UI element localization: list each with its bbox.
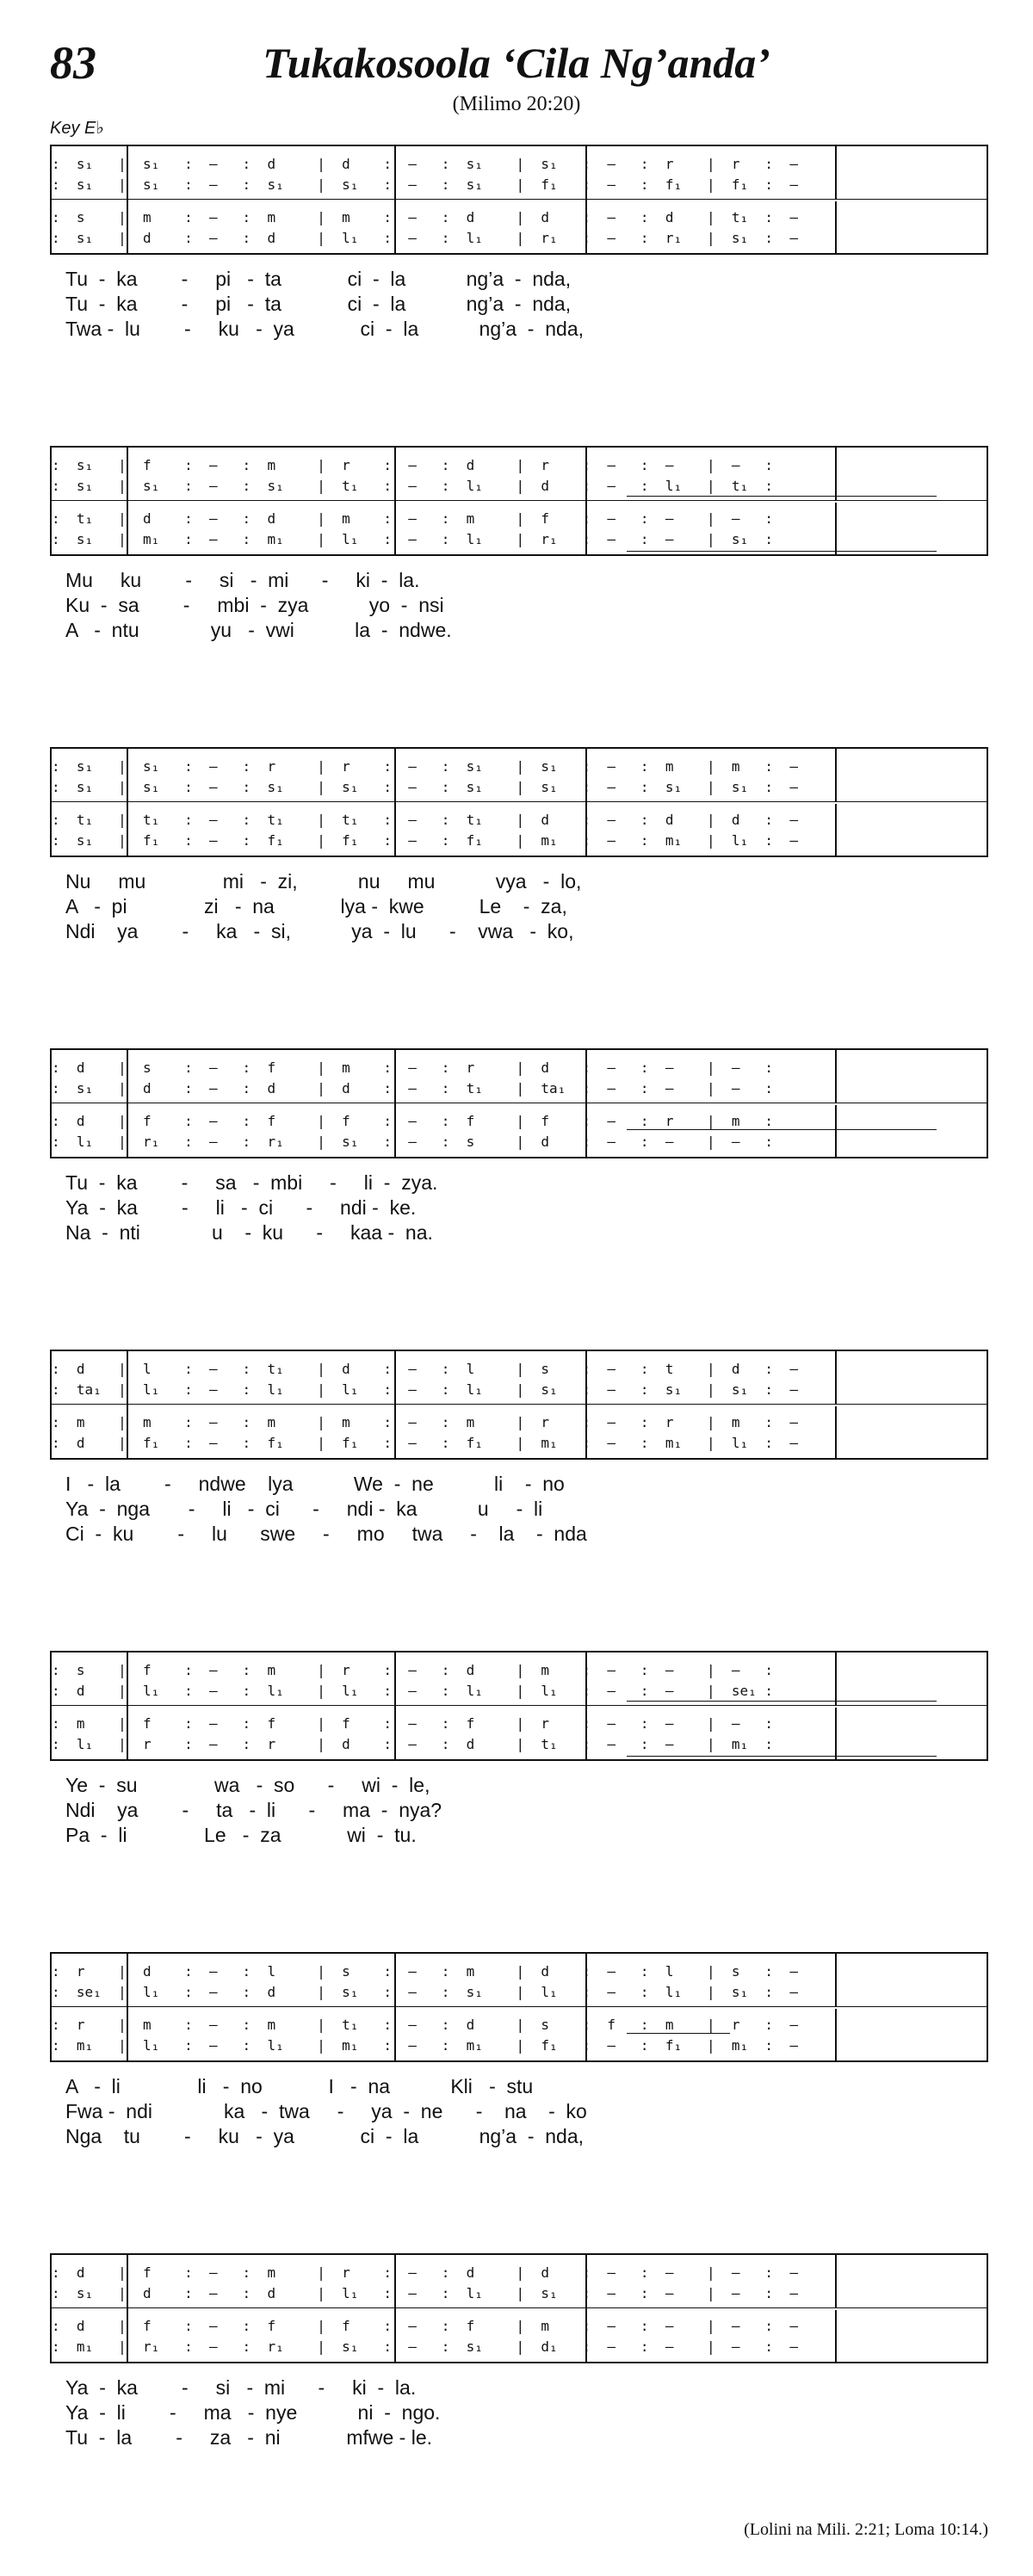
part-divider: [52, 1404, 987, 1405]
lyrics-block: [65, 2074, 978, 2149]
lyrics-block: [65, 869, 978, 944]
lyrics-block: [65, 2375, 978, 2450]
bass-part: : m₁ | l₁ : — : l₁ | m₁ : — : m₁ | f₁ : — : f₁ | m₁ : —: [52, 2037, 798, 2054]
lyric-line: Ndi ya - ta - li - ma - nya?: [65, 1799, 442, 1821]
bass-part: : m₁ | r₁ : — : r₁ | s₁ : — : s₁ | d₁ : — : — | — : —: [52, 2338, 798, 2355]
staff-box: [50, 747, 988, 857]
alto-part: : ta₁ | l₁ : — : l₁ | l₁ : — : l₁ | s₁ : — : s₁ | s₁ : —: [52, 1381, 798, 1398]
bass-part: : l₁ | r₁ : — : r₁ | s₁ : — : s | d : — : — | — :: [52, 1134, 774, 1150]
alto-part: : s₁ | s₁ : — : s₁ | s₁ : — : s₁ | s₁ : — : s₁ | s₁ : —: [52, 779, 798, 795]
soprano-part: : s₁ | f : — : m | r : — : d | r : — : — | — :: [52, 457, 774, 473]
soprano-part: : d | f : — : m | r : — : d | d : — : — | — : —: [52, 2264, 798, 2281]
tenor-part: : m | m : — : m | m : — : m | r : — : r | m : —: [52, 1414, 798, 1430]
staff-box: [50, 145, 988, 255]
soprano-part: : s₁ | s₁ : — : r | r : — : s₁ | s₁ : — : m | m : —: [52, 758, 798, 775]
tenor-part: : t₁ | t₁ : — : t₁ | t₁ : — : t₁ | d : — : d | d : —: [52, 812, 798, 828]
lyric-line: Na - nti u - ku - kaa - na.: [65, 1221, 433, 1244]
part-divider: [52, 801, 987, 802]
lyric-line: Tu - ka - sa - mbi - li - zya.: [65, 1171, 438, 1194]
song-number: 83: [50, 37, 96, 89]
lyric-line: Ya - ka - li - ci - ndi - ke.: [65, 1196, 417, 1219]
soprano-part: : r | d : — : l | s : — : m | d : — : l | s : —: [52, 1963, 798, 1980]
bass-part: : s₁ | f₁ : — : f₁ | f₁ : — : f₁ | m₁ : — : m₁ | l₁ : —: [52, 832, 798, 849]
lyric-line: Ya - nga - li - ci - ndi - ka u - li: [65, 1498, 543, 1520]
part-divider: [52, 199, 987, 200]
song-subtitle: (Milimo 20:20): [452, 93, 581, 115]
alto-part: : d | l₁ : — : l₁ | l₁ : — : l₁ | l₁ : — : — | se₁ :: [52, 1683, 774, 1699]
part-divider: [52, 500, 987, 501]
lyric-line: Pa - li Le - za wi - tu.: [65, 1824, 417, 1846]
staff-box: [50, 1350, 988, 1460]
lyrics-block: [65, 267, 978, 342]
key-signature: Key E♭: [50, 119, 104, 138]
alto-part: : s₁ | s₁ : — : s₁ | t₁ : — : l₁ | d : — : l₁ | t₁ :: [52, 478, 774, 494]
bass-part: : d | f₁ : — : f₁ | f₁ : — : f₁ | m₁ : — : m₁ | l₁ : —: [52, 1435, 798, 1451]
scripture-footnote: (Lolini na Mili. 2:21; Loma 10:14.): [744, 2520, 988, 2539]
lyric-line: Twa - lu - ku - ya ci - la ng’a - nda,: [65, 318, 585, 340]
song-title: Tukakosoola ‘Cila Ng’anda’: [263, 39, 770, 87]
lyric-line: Fwa - ndi ka - twa - ya - ne - na - ko: [65, 2100, 587, 2122]
bass-part: : l₁ | r : — : r | d : — : d | t₁ : — : — | m₁ :: [52, 1736, 774, 1752]
tenor-part: : d | f : — : f | f : — : f | m : — : — | — : —: [52, 2318, 798, 2334]
lyric-line: Ndi ya - ka - si, ya - lu - vwa - ko,: [65, 920, 574, 942]
part-divider: [52, 2307, 987, 2308]
lyrics-block: [65, 1773, 978, 1848]
lyric-line: I - la - ndwe lya We - ne li - no: [65, 1473, 565, 1495]
tenor-part: : t₁ | d : — : d | m : — : m | f : — : — | — :: [52, 510, 774, 527]
lyric-line: Nga tu - ku - ya ci - la ng’a - nda,: [65, 2125, 585, 2147]
lyric-line: A - pi zi - na lya - kwe Le - za,: [65, 895, 567, 917]
tenor-part: : s | m : — : m | m : — : d | d : — : d | t₁ : —: [52, 209, 798, 225]
lyric-line: Ya - li - ma - nye ni - ngo.: [65, 2401, 441, 2424]
lyrics-block: [65, 1472, 978, 1547]
lyric-line: Nu mu mi - zi, nu mu vya - lo,: [65, 870, 582, 893]
lyric-line: Mu ku - si - mi - ki - la.: [65, 569, 420, 591]
lyric-line: Ye - su wa - so - wi - le,: [65, 1774, 430, 1796]
part-divider: [52, 2006, 987, 2007]
lyric-line: Ya - ka - si - mi - ki - la.: [65, 2376, 417, 2399]
staff-box: [50, 1952, 988, 2062]
tenor-part: : r | m : — : m | t₁ : — : d | s : f : m | r : —: [52, 2017, 798, 2033]
lyric-line: Tu - la - za - ni mfwe - le.: [65, 2426, 433, 2449]
lyric-line: Ci - ku - lu swe - mo twa - la - nda: [65, 1523, 587, 1545]
lyric-line: Ku - sa - mbi - zya yo - nsi: [65, 594, 444, 616]
soprano-part: : s | f : — : m | r : — : d | m : — : — | — :: [52, 1662, 774, 1678]
lyrics-block: [65, 1171, 978, 1245]
tie-line: [627, 551, 937, 552]
lyric-line: A - ntu yu - vwi la - ndwe.: [65, 619, 452, 641]
part-divider: [52, 1705, 987, 1706]
alto-part: : s₁ | d : — : d | d : — : t₁ | ta₁ : — : — | — :: [52, 1080, 774, 1096]
staff-box: [50, 1048, 988, 1158]
bass-part: : s₁ | d : — : d | l₁ : — : l₁ | r₁ : — : r₁ | s₁ : —: [52, 230, 798, 246]
soprano-part: : d | l : — : t₁ | d : — : l | s : — : t | d : —: [52, 1361, 798, 1377]
staff-box: [50, 446, 988, 556]
tenor-part: : d | f : — : f | f : — : f | f : — : r | m :: [52, 1113, 774, 1129]
lyric-line: Tu - ka - pi - ta ci - la ng’a - nda,: [65, 293, 572, 315]
soprano-part: : s₁ | s₁ : — : d | d : — : s₁ | s₁ : — : r | r : —: [52, 156, 798, 172]
soprano-part: : d | s : — : f | m : — : r | d : — : — | — :: [52, 1059, 774, 1076]
tie-line: [627, 1756, 937, 1757]
alto-part: : s₁ | s₁ : — : s₁ | s₁ : — : s₁ | f₁ : — : f₁ | f₁ : —: [52, 176, 798, 193]
bass-part: : s₁ | m₁ : — : m₁ | l₁ : — : l₁ | r₁ : — : — | s₁ :: [52, 531, 774, 547]
staff-box: [50, 1651, 988, 1761]
alto-part: : s₁ | d : — : d | l₁ : — : l₁ | s₁ : — : — | — : —: [52, 2285, 798, 2301]
lyric-line: Tu - ka - pi - ta ci - la ng’a - nda,: [65, 268, 572, 290]
staff-box: [50, 2253, 988, 2363]
tenor-part: : m | f : — : f | f : — : f | r : — : — | — :: [52, 1715, 774, 1732]
lyric-line: A - li li - no I - na Kli - stu: [65, 2075, 534, 2097]
lyrics-block: [65, 568, 978, 643]
alto-part: : se₁ | l₁ : — : d | s₁ : — : s₁ | l₁ : — : l₁ | s₁ : —: [52, 1984, 798, 2000]
